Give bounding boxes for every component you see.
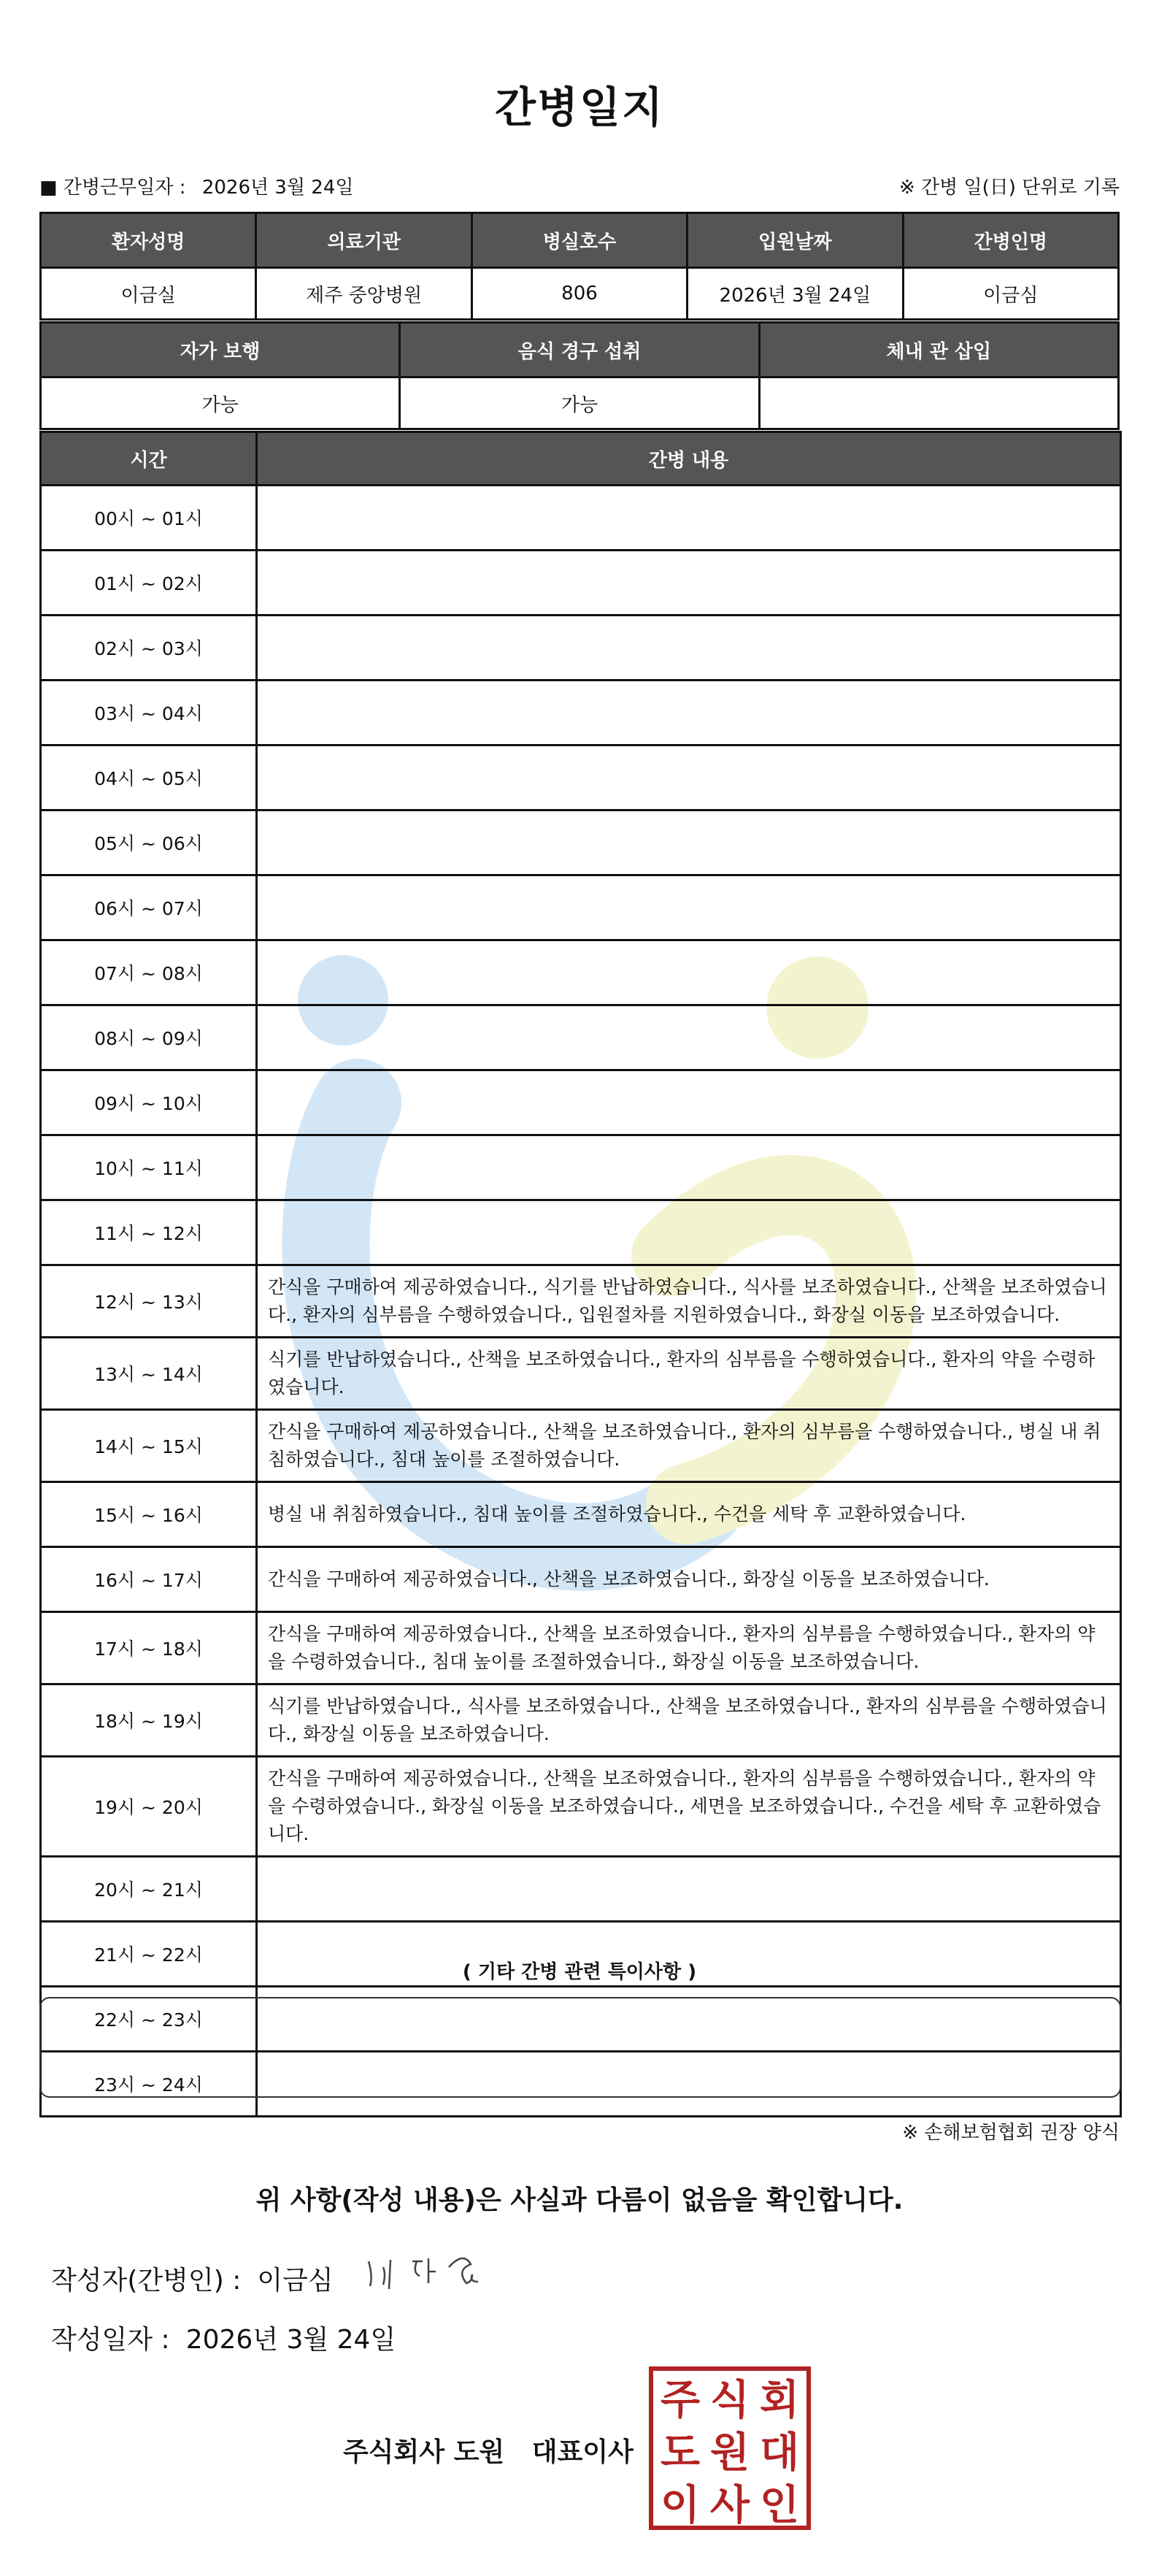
patient-info-value-row [41,268,1119,320]
care-log-content[interactable]: 간식을 구매하여 제공하였습니다., 식기를 반납하였습니다., 식사를 보조하였습니다., 산책을 보조하였습니다., 환자의 심부름을 수행하였습니다., 입원절차를 지원하였습니다., 화장실 이동을 보조하였습니다. [257,1265,1121,1338]
writer-label: 작성자(간병인) : [51,2266,242,2296]
care-log-content[interactable]: 간식을 구매하여 제공하였습니다., 산책을 보조하였습니다., 환자의 심부름을 수행하였습니다., 환자의 약을 수령하였습니다., 침대 높이를 조절하였습니다., 화장실 이동을 보조하였습니다. [257,1612,1121,1684]
care-log-content[interactable] [257,616,1121,681]
care-log-time: 10시 ~ 11시 [41,1135,257,1200]
care-log-content[interactable]: 병실 내 취침하였습니다., 침대 높이를 조절하였습니다., 수건을 세탁 후 교환하였습니다. [257,1482,1121,1547]
header-patient-name: 환자성명 [41,213,256,268]
care-log-time: 20시 ~ 21시 [41,1857,257,1922]
header-oral-intake: 음식 경구 섭취 [400,323,759,377]
care-log-content[interactable] [257,1005,1121,1070]
header-room-number: 병실호수 [471,213,687,268]
header-hospital: 의료기관 [256,213,471,268]
care-log-row [41,551,1121,616]
unit-note: ※ 간병 일(日) 단위로 기록 [898,177,1120,199]
work-date-label: ■ 간병근무일자 : [39,177,186,199]
care-log-content[interactable]: 간식을 구매하여 제공하였습니다., 산책을 보조하였습니다., 환자의 심부름을 수행하였습니다., 환자의 약을 수령하였습니다., 화장실 이동을 보조하였습니다., 세면을 보조하였습니다., 수건을 세탁 후 교환하였습니다. [257,1757,1121,1857]
walking-value: 가능 [41,377,400,429]
svg-text:이: 이 [660,2482,701,2529]
care-log-row [41,1684,1121,1757]
header-admission-date: 입원날짜 [688,213,903,268]
caregiver-name-value: 이금심 [903,268,1118,320]
care-log-time: 07시 ~ 08시 [41,940,257,1005]
written-date-line [51,2319,396,2356]
company-representative: 주식회사 도원 대표이사 [343,2437,634,2467]
svg-text:인: 인 [759,2482,800,2529]
care-log-time: 17시 ~ 18시 [41,1612,257,1684]
care-log-time: 13시 ~ 14시 [41,1338,257,1410]
written-date-value: 2026년 3월 24일 [185,2325,396,2355]
care-log-row [41,940,1121,1005]
care-log-content[interactable] [257,1857,1121,1922]
care-log-row [41,1757,1121,1857]
care-log-content[interactable]: 식기를 반납하였습니다., 산책을 보조하였습니다., 환자의 심부름을 수행하였습니다., 환자의 약을 수령하였습니다. [257,1338,1121,1410]
tube-insertion-value [759,377,1118,429]
care-log-row [41,616,1121,681]
care-log-content[interactable] [257,551,1121,616]
status-header-row [41,323,1119,377]
care-log-header-row [41,432,1121,486]
care-log-time: 01시 ~ 02시 [41,551,257,616]
svg-text:대: 대 [759,2429,800,2477]
care-log-row [41,681,1121,745]
care-log-time: 15시 ~ 16시 [41,1482,257,1547]
svg-text:원: 원 [709,2429,750,2477]
care-log-row [41,1135,1121,1200]
recommend-note: ※ 손해보험협회 권장 양식 [902,2122,1120,2144]
care-log-content[interactable]: 간식을 구매하여 제공하였습니다., 산책을 보조하였습니다., 환자의 심부름을 수행하였습니다., 병실 내 취침하였습니다., 침대 높이를 조절하였습니다. [257,1410,1121,1482]
care-log-row [41,1857,1121,1922]
care-log-row [41,486,1121,551]
care-log-row [41,1612,1121,1684]
header-time: 시간 [41,432,257,486]
care-log-row [41,1070,1121,1135]
special-notes-box[interactable] [39,1997,1121,2098]
care-log-row [41,875,1121,940]
page-title: 간병일지 [494,83,665,132]
care-log-time: 22시 ~ 23시 [41,1987,257,2052]
care-log-row [41,810,1121,875]
svg-text:회: 회 [759,2377,800,2424]
header-care-content: 간병 내용 [257,432,1121,486]
svg-text:사: 사 [709,2482,750,2529]
care-log-content[interactable] [257,1135,1121,1200]
header-walking: 자가 보행 [41,323,400,377]
care-log-content[interactable]: 식기를 반납하였습니다., 식사를 보조하였습니다., 산책을 보조하였습니다., 환자의 심부름을 수행하였습니다., 화장실 이동을 보조하였습니다. [257,1684,1121,1757]
care-log-time: 08시 ~ 09시 [41,1005,257,1070]
handwritten-signature [361,2245,493,2296]
care-log-row [41,1482,1121,1547]
care-log-time: 04시 ~ 05시 [41,745,257,810]
oral-intake-value: 가능 [400,377,759,429]
care-log-content[interactable] [257,486,1121,551]
company-seal-stamp [648,2366,812,2531]
care-log-time: 18시 ~ 19시 [41,1684,257,1757]
special-notes-title: ( 기타 간병 관련 특이사항 ) [462,1961,697,1983]
writer-name: 이금심 [257,2266,334,2296]
care-log-content[interactable] [257,810,1121,875]
care-log-time: 14시 ~ 15시 [41,1410,257,1482]
care-log-time: 06시 ~ 07시 [41,875,257,940]
care-log-time: 16시 ~ 17시 [41,1547,257,1612]
care-log-content[interactable] [257,1070,1121,1135]
care-log-content[interactable] [257,745,1121,810]
care-log-time: 00시 ~ 01시 [41,486,257,551]
svg-text:주: 주 [660,2377,701,2424]
care-log-body [41,486,1121,2117]
care-log-row [41,1200,1121,1265]
care-log-row [41,1547,1121,1612]
patient-status-table [39,321,1120,430]
care-log-content[interactable] [257,940,1121,1005]
status-value-row [41,377,1119,429]
care-log-time: 03시 ~ 04시 [41,681,257,745]
admission-date-value: 2026년 3월 24일 [688,268,903,320]
care-log-content[interactable]: 간식을 구매하여 제공하였습니다., 산책을 보조하였습니다., 화장실 이동을 보조하였습니다. [257,1547,1121,1612]
care-log-row [41,1265,1121,1338]
care-log-content[interactable] [257,875,1121,940]
care-log-time: 19시 ~ 20시 [41,1757,257,1857]
header-caregiver-name: 간병인명 [903,213,1118,268]
header-tube-insertion: 체내 관 삽입 [759,323,1118,377]
care-log-time: 23시 ~ 24시 [41,2052,257,2117]
confirmation-statement: 위 사항(작성 내용)은 사실과 다름이 없음을 확인합니다. [255,2185,904,2215]
care-log-time: 02시 ~ 03시 [41,616,257,681]
written-date-label: 작성일자 : [51,2325,170,2355]
care-log-content[interactable] [257,681,1121,745]
care-log-row [41,1338,1121,1410]
care-log-row [41,1410,1121,1482]
hospital-value: 제주 중앙병원 [256,268,471,320]
care-log-time: 09시 ~ 10시 [41,1070,257,1135]
care-log-content[interactable] [257,1200,1121,1265]
care-log-time: 12시 ~ 13시 [41,1265,257,1338]
svg-text:식: 식 [709,2377,750,2424]
work-date-value: 2026년 3월 24일 [201,177,354,199]
svg-text:도: 도 [660,2429,701,2477]
care-log-time: 05시 ~ 06시 [41,810,257,875]
patient-name-value: 이금실 [41,268,256,320]
writer-line [51,2260,334,2297]
care-log-row [41,1005,1121,1070]
patient-info-header-row [41,213,1119,268]
patient-info-table [39,212,1120,321]
care-log-time: 21시 ~ 22시 [41,1922,257,1987]
care-log-time: 11시 ~ 12시 [41,1200,257,1265]
room-number-value: 806 [471,268,687,320]
care-log-table [39,431,1122,2117]
care-log-row [41,745,1121,810]
work-date-line [39,172,354,199]
